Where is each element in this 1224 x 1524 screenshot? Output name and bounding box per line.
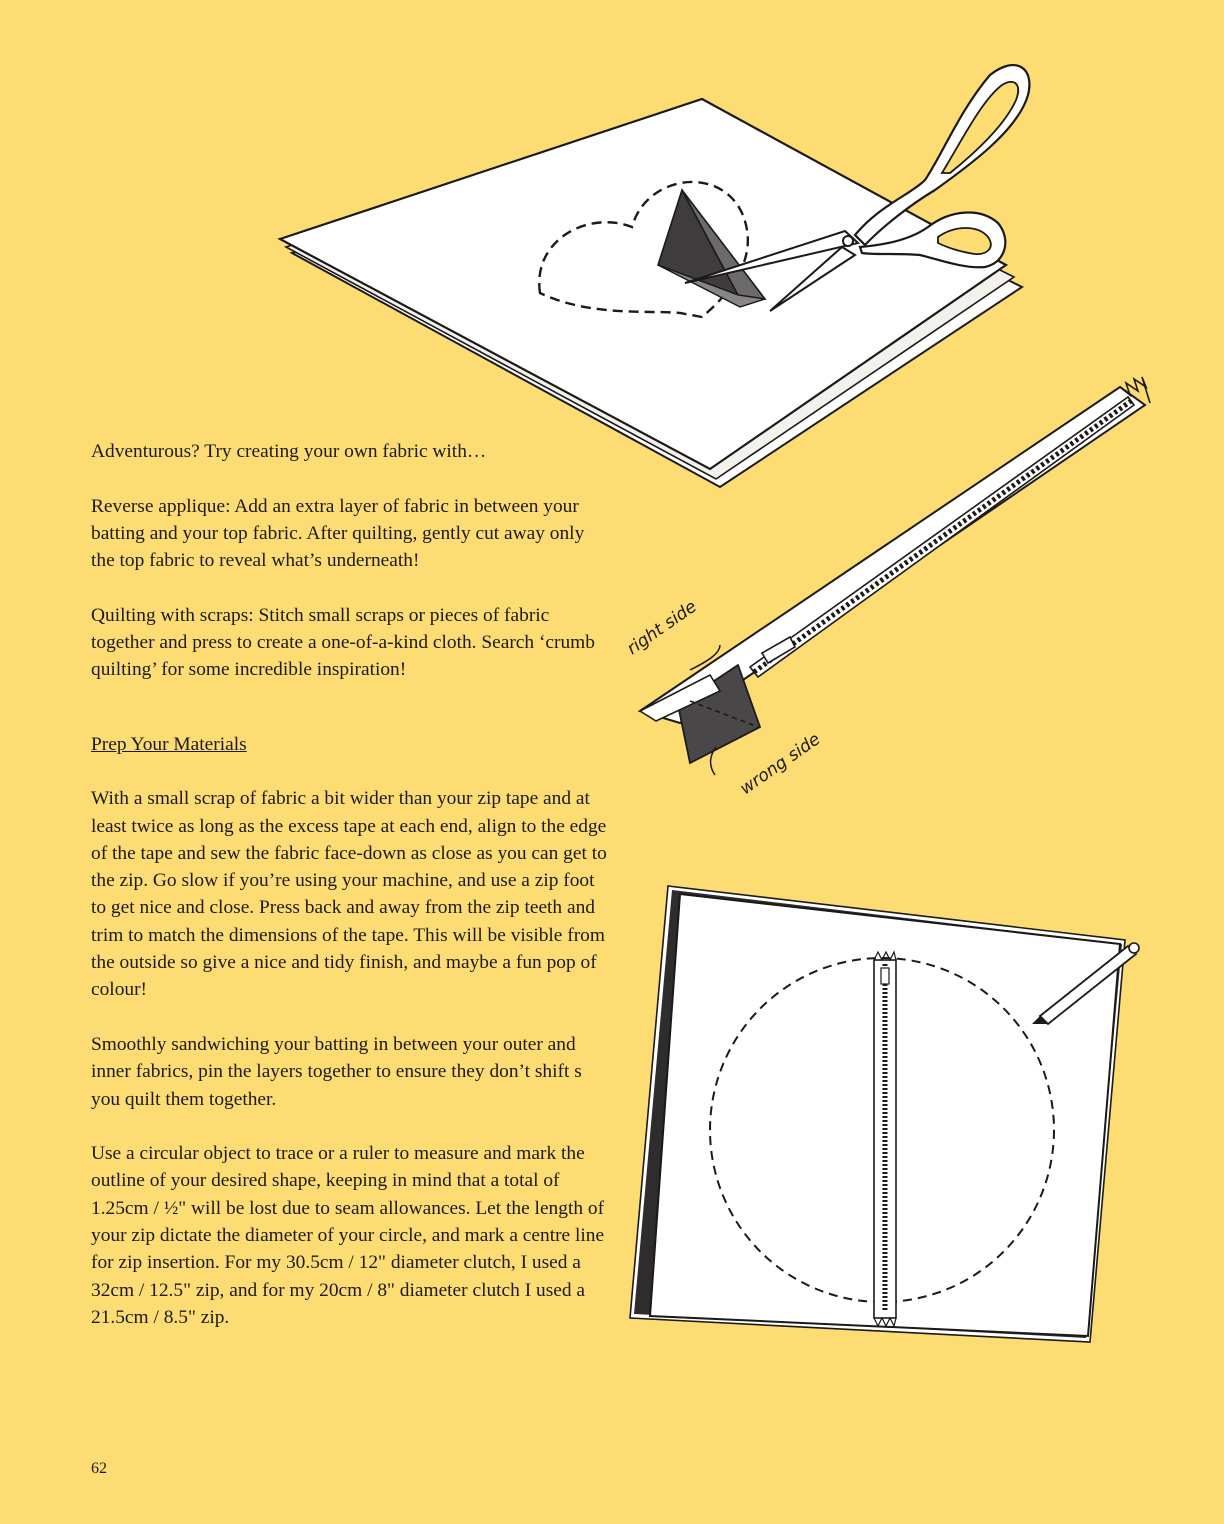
intro-paragraph: Adventurous? Try creating your own fabric with… [91, 441, 487, 462]
zip-tabs-paragraph: With a small scrap of fabric a bit wider than your zip tape and at least twice as long as the excess tape at each end, align to the edge of the tape and sew the fabric face-down as close as you can get to the zip. Go slow if you’re using your machine, and use a zip foot to get nice and close. Press back and away from the zip teeth and trim to match the dimensions of the tape. This will be visible from the outside so give a nice and tidy finish, and maybe a fun pop of colour! [91, 788, 607, 1001]
wrong-side-label: wrong side [736, 729, 825, 800]
body-text-column [91, 438, 611, 1359]
sandwich-paragraph: Smoothly sandwiching your batting in between your outer and inner fabrics, pin the layers together to ensure they don’t shift s you quilt them together. [91, 1033, 582, 1110]
circle-traced-around-zip-icon [620, 880, 1160, 1350]
reverse-applique-paragraph: Reverse applique: Add an extra layer of fabric in between your batting and your top fabric. After quilting, gently cut away only the top fabric to reveal what’s underneath! [91, 495, 585, 572]
page-number: 62 [91, 1460, 107, 1477]
right-side-label: right side [623, 596, 701, 660]
circle-paragraph: Use a circular object to trace or a ruler to measure and mark the outline of your desired shape, keeping in mind that a total of 1.25cm / ½" will be lost due to seam allowances. Let the length of your zip dictate the diameter of your circle, and mark a centre line for zip insertion. For my 30.5cm / 12" diameter clutch, I used a 32cm / 12.5" zip, and for my 20cm / 8" diameter clutch I used a 21.5cm / 8.5" zip. [91, 1143, 605, 1328]
zip-with-fabric-tab-icon [620, 375, 1190, 805]
quilting-scraps-paragraph: Quilting with scraps: Stitch small scraps or pieces of fabric together and press to create a one-of-a-kind cloth. Search ‘crumb quilting’ for some incredible inspiration! [91, 604, 595, 681]
section-heading: Prep Your Materials [91, 733, 247, 755]
